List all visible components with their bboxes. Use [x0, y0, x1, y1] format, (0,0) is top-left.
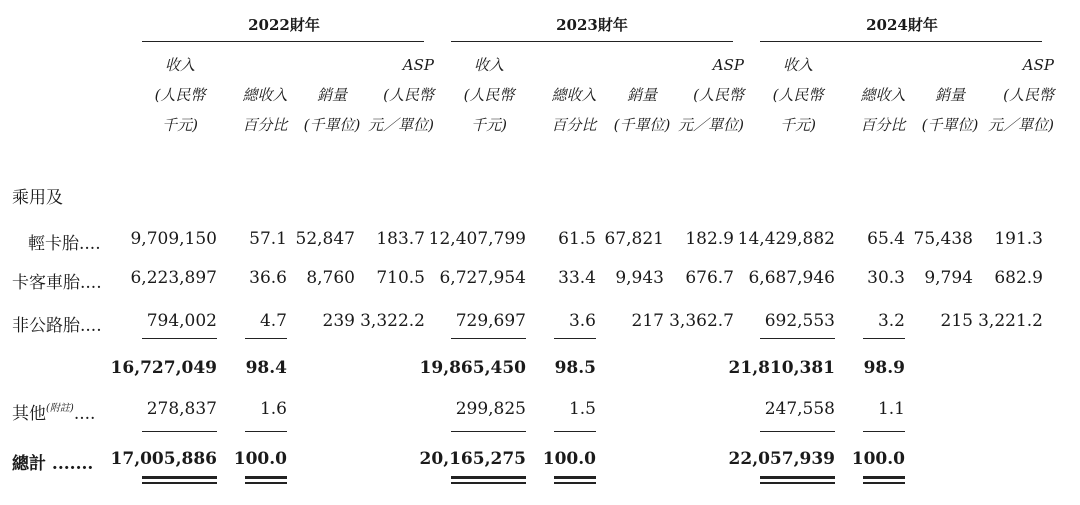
col-header-pct-2024: 總收入 百分比	[860, 86, 906, 134]
total-double-rule	[554, 482, 596, 484]
year-rule-2024	[760, 41, 1042, 42]
subtotal-cell: 16,727,049	[110, 358, 217, 378]
total-double-rule	[451, 482, 526, 484]
table-cell: 6,727,954	[439, 268, 526, 288]
col-header-revenue-2024: 收入 (人民幣 千元)	[772, 56, 824, 134]
row-label-others	[12, 399, 95, 424]
table-cell: 75,438	[913, 229, 973, 249]
col-header-asp-2023: ASP (人民幣 元／單位)	[678, 56, 744, 134]
table-cell: 3,362.7	[669, 311, 734, 331]
col-header-revenue-2022: 收入 (人民幣 千元)	[154, 56, 206, 134]
total-cell: 17,005,886	[110, 449, 217, 469]
table-cell: 3.2	[877, 311, 905, 331]
table-cell: 794,002	[146, 311, 217, 331]
table-cell: 3.6	[568, 311, 596, 331]
table-cell: 30.3	[867, 268, 905, 288]
table-cell: 57.1	[249, 229, 287, 249]
total-rule-rev-2024	[760, 431, 835, 432]
col-header-volume-2023: 銷量 (千單位)	[613, 86, 671, 134]
table-cell: 33.4	[558, 268, 596, 288]
table-cell: 52,847	[295, 229, 355, 249]
others-note: (附註)	[46, 403, 74, 414]
year-header-2022: 2022財年	[248, 16, 320, 34]
total-double-rule	[245, 482, 287, 484]
table-cell: 6,687,946	[748, 268, 835, 288]
year-header-2024: 2024財年	[866, 16, 938, 34]
total-rule-pct-2023	[554, 431, 596, 432]
table-cell: 682.9	[994, 268, 1043, 288]
total-double-rule	[142, 482, 217, 484]
total-cell: 22,057,939	[728, 449, 835, 469]
table-cell: 61.5	[558, 229, 596, 249]
others-cell: 1.1	[877, 399, 905, 419]
total-cell: 100.0	[851, 449, 905, 469]
others-label: 其他	[12, 404, 46, 424]
col-header-volume-2024: 銷量 (千單位)	[921, 86, 979, 134]
row-label-total: 總計 .......	[12, 454, 94, 474]
total-rule-pct-2024	[863, 431, 905, 432]
year-header-2023: 2023財年	[556, 16, 628, 34]
others-cell: 278,837	[146, 399, 217, 419]
table-cell: 9,943	[615, 268, 664, 288]
total-rule-rev-2022	[142, 431, 217, 432]
total-cell: 20,165,275	[419, 449, 526, 469]
subtotal-cell: 19,865,450	[419, 358, 526, 378]
table-cell: 215	[940, 311, 973, 331]
table-cell: 36.6	[249, 268, 287, 288]
total-double-rule	[863, 476, 905, 479]
total-double-rule	[451, 476, 526, 479]
table-cell: 239	[322, 311, 355, 331]
table-cell: 14,429,882	[737, 229, 835, 249]
table-cell: 4.7	[259, 311, 287, 331]
category-heading: 乘用及	[12, 188, 63, 208]
subtotal-cell: 98.9	[863, 358, 905, 378]
table-cell: 6,223,897	[130, 268, 217, 288]
others-dots: ....	[73, 404, 96, 424]
table-cell: 8,760	[306, 268, 355, 288]
year-rule-2023	[451, 41, 733, 42]
table-cell: 65.4	[867, 229, 905, 249]
table-cell: 191.3	[994, 229, 1043, 249]
subtotal-rule-rev-2023	[451, 338, 526, 339]
subtotal-cell: 21,810,381	[728, 358, 835, 378]
total-rule-rev-2023	[451, 431, 526, 432]
total-double-rule	[760, 482, 835, 484]
total-double-rule	[760, 476, 835, 479]
table-cell: 9,794	[924, 268, 973, 288]
col-header-asp-2022: ASP (人民幣 元／單位)	[368, 56, 434, 134]
subtotal-cell: 98.5	[554, 358, 596, 378]
subtotal-rule-pct-2022	[245, 338, 287, 339]
row-label: 卡客車胎....	[12, 273, 102, 293]
table-cell: 3,221.2	[978, 311, 1043, 331]
table-cell: 676.7	[685, 268, 734, 288]
table-cell: 217	[631, 311, 664, 331]
subtotal-rule-pct-2023	[554, 338, 596, 339]
col-header-pct-2022: 總收入 百分比	[242, 86, 288, 134]
subtotal-rule-pct-2024	[863, 338, 905, 339]
col-header-volume-2022: 銷量 (千單位)	[303, 86, 361, 134]
subtotal-rule-rev-2022	[142, 338, 217, 339]
col-header-revenue-2023: 收入 (人民幣 千元)	[463, 56, 515, 134]
total-double-rule	[142, 476, 217, 479]
table-cell: 183.7	[376, 229, 425, 249]
table-cell: 9,709,150	[130, 229, 217, 249]
subtotal-cell: 98.4	[245, 358, 287, 378]
total-cell: 100.0	[542, 449, 596, 469]
table-cell: 710.5	[376, 268, 425, 288]
col-header-pct-2023: 總收入 百分比	[551, 86, 597, 134]
col-header-asp-2024: ASP (人民幣 元／單位)	[988, 56, 1054, 134]
year-rule-2022	[142, 41, 424, 42]
table-cell: 12,407,799	[428, 229, 526, 249]
others-cell: 299,825	[455, 399, 526, 419]
total-double-rule	[245, 476, 287, 479]
others-cell: 1.6	[259, 399, 287, 419]
total-cell: 100.0	[233, 449, 287, 469]
table-cell: 3,322.2	[360, 311, 425, 331]
table-cell: 182.9	[685, 229, 734, 249]
row-label: 非公路胎....	[12, 316, 102, 336]
total-double-rule	[863, 482, 905, 484]
row-label: 輕卡胎....	[28, 234, 101, 254]
total-double-rule	[554, 476, 596, 479]
subtotal-rule-rev-2024	[760, 338, 835, 339]
total-rule-pct-2022	[245, 431, 287, 432]
others-cell: 1.5	[568, 399, 596, 419]
table-cell: 692,553	[764, 311, 835, 331]
table-cell: 67,821	[604, 229, 664, 249]
others-cell: 247,558	[764, 399, 835, 419]
table-cell: 729,697	[455, 311, 526, 331]
